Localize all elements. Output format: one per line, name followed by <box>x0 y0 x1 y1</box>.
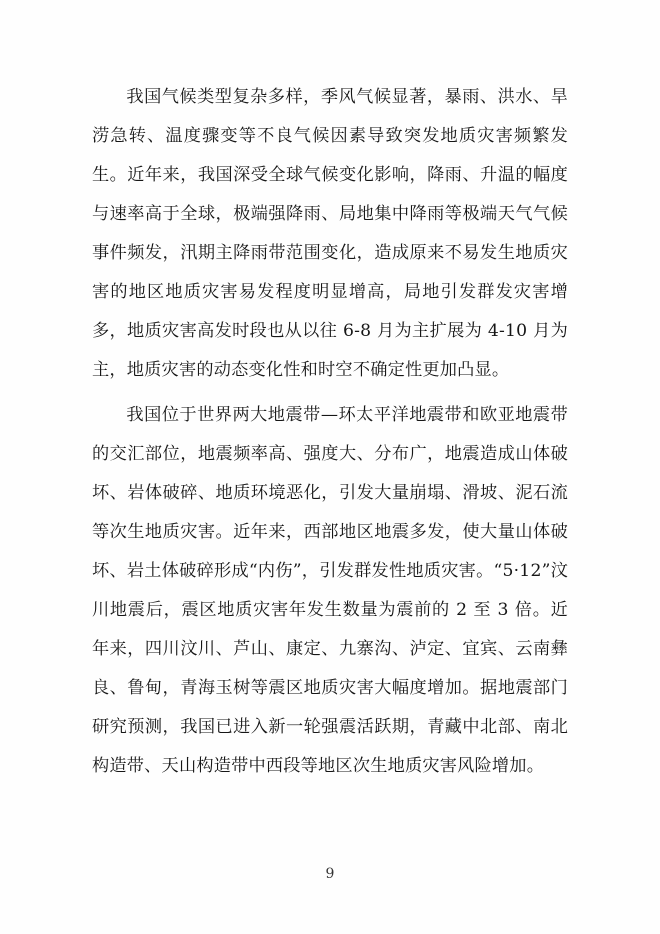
page-body <box>92 78 568 786</box>
paragraph: 我国气候类型复杂多样，季风气候显著，暴雨、洪水、旱涝急转、温度骤变等不良气候因素导致突发地质灾害频繁发生。近年来，我国深受全球气候变化影响，降雨、升温的幅度与速率高于全球，极端强降雨、局地集中降雨等极端天气气候事件频发，汛期主降雨带范围变化，造成原来不易发生地质灾害的地区地质灾害易发程度明显增高，局地引发群发灾害增多，地质灾害高发时段也从以往 6-8 月为主扩展为 4-10 月为主，地质灾害的动态变化性和时空不确定性更加凸显。 <box>92 87 568 380</box>
paragraph: 我国位于世界两大地震带—环太平洋地震带和欧亚地震带的交汇部位，地震频率高、强度大、分布广，地震造成山体破坏、岩体破碎、地质环境恶化，引发大量崩塌、滑坡、泥石流等次生地质灾害。近年来，西部地区地震多发，使大量山体破坏、岩土体破碎形成“内伤”，引发群发性地质灾害。“5·12”汶川地震后，震区地质灾害年发生数量为震前的 2 至 3 倍。近年来，四川汶川、芦山、康定、九寨沟、泸定、宜宾、云南彝良、鲁甸，青海玉树等震区地质灾害大幅度增加。据地震部门研究预测，我国已进入新一轮强震活跃期，青藏中北部、南北构造带、天山构造带中西段等地区次生地质灾害风险增加。 <box>92 405 568 776</box>
page-number: 9 <box>325 866 335 882</box>
